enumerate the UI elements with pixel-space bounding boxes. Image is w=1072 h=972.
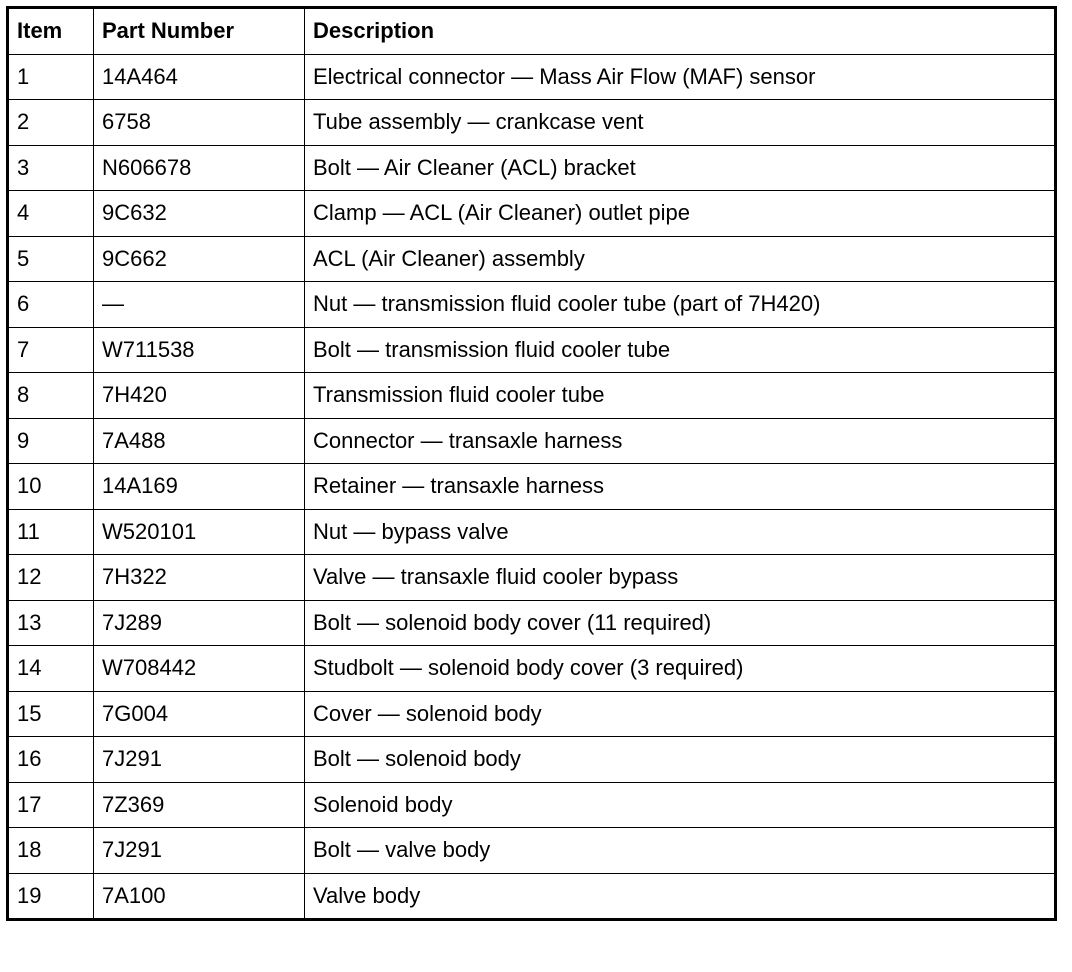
cell-part-number: 9C662 [94,236,305,282]
cell-description: Retainer — transaxle harness [305,464,1056,510]
cell-part-number: N606678 [94,145,305,191]
table-row [8,236,1056,282]
cell-item: 17 [8,782,94,828]
table-row [8,873,1056,920]
cell-description: Transmission fluid cooler tube [305,373,1056,419]
cell-description: Connector — transaxle harness [305,418,1056,464]
table-header [8,8,1056,55]
cell-item: 16 [8,737,94,783]
cell-part-number: 7H420 [94,373,305,419]
cell-part-number: 7H322 [94,555,305,601]
table-row [8,782,1056,828]
cell-item: 18 [8,828,94,874]
cell-description: Bolt — valve body [305,828,1056,874]
table-row [8,555,1056,601]
cell-item: 11 [8,509,94,555]
cell-item: 6 [8,282,94,328]
cell-part-number: 14A169 [94,464,305,510]
cell-part-number: 7A488 [94,418,305,464]
cell-part-number: 7J289 [94,600,305,646]
cell-part-number: 7J291 [94,737,305,783]
cell-item: 5 [8,236,94,282]
cell-item: 9 [8,418,94,464]
cell-description: Bolt — solenoid body cover (11 required) [305,600,1056,646]
column-header-description: Description [305,8,1056,55]
cell-item: 3 [8,145,94,191]
table-row [8,327,1056,373]
cell-item: 12 [8,555,94,601]
cell-part-number: W520101 [94,509,305,555]
cell-description: Bolt — Air Cleaner (ACL) bracket [305,145,1056,191]
cell-part-number: 6758 [94,100,305,146]
header-row [8,8,1056,55]
cell-part-number: W711538 [94,327,305,373]
column-header-item: Item [8,8,94,55]
cell-item: 15 [8,691,94,737]
cell-description: Valve body [305,873,1056,920]
cell-item: 10 [8,464,94,510]
cell-part-number: 7Z369 [94,782,305,828]
cell-description: Studbolt — solenoid body cover (3 required) [305,646,1056,692]
cell-part-number: 14A464 [94,54,305,100]
table-row [8,509,1056,555]
table-row [8,145,1056,191]
cell-part-number: 7A100 [94,873,305,920]
table-row [8,646,1056,692]
table-row [8,373,1056,419]
cell-item: 14 [8,646,94,692]
table-body [8,54,1056,920]
table-row [8,282,1056,328]
parts-table [6,6,1057,921]
cell-part-number: W708442 [94,646,305,692]
cell-part-number: — [94,282,305,328]
cell-description: Bolt — transmission fluid cooler tube [305,327,1056,373]
table-row [8,737,1056,783]
table-row [8,418,1056,464]
cell-item: 8 [8,373,94,419]
table-row [8,100,1056,146]
cell-description: Electrical connector — Mass Air Flow (MAF) sensor [305,54,1056,100]
table-row [8,828,1056,874]
cell-description: Valve — transaxle fluid cooler bypass [305,555,1056,601]
cell-description: Bolt — solenoid body [305,737,1056,783]
table-row [8,191,1056,237]
table-row [8,691,1056,737]
table-row [8,600,1056,646]
cell-item: 19 [8,873,94,920]
cell-description: Solenoid body [305,782,1056,828]
cell-description: Clamp — ACL (Air Cleaner) outlet pipe [305,191,1056,237]
cell-part-number: 7J291 [94,828,305,874]
table-row [8,464,1056,510]
table-row [8,54,1056,100]
cell-item: 13 [8,600,94,646]
cell-item: 4 [8,191,94,237]
cell-description: Nut — transmission fluid cooler tube (part of 7H420) [305,282,1056,328]
cell-part-number: 7G004 [94,691,305,737]
column-header-part-number: Part Number [94,8,305,55]
cell-description: Cover — solenoid body [305,691,1056,737]
cell-description: Tube assembly — crankcase vent [305,100,1056,146]
cell-item: 2 [8,100,94,146]
cell-description: Nut — bypass valve [305,509,1056,555]
cell-description: ACL (Air Cleaner) assembly [305,236,1056,282]
cell-item: 7 [8,327,94,373]
cell-item: 1 [8,54,94,100]
cell-part-number: 9C632 [94,191,305,237]
